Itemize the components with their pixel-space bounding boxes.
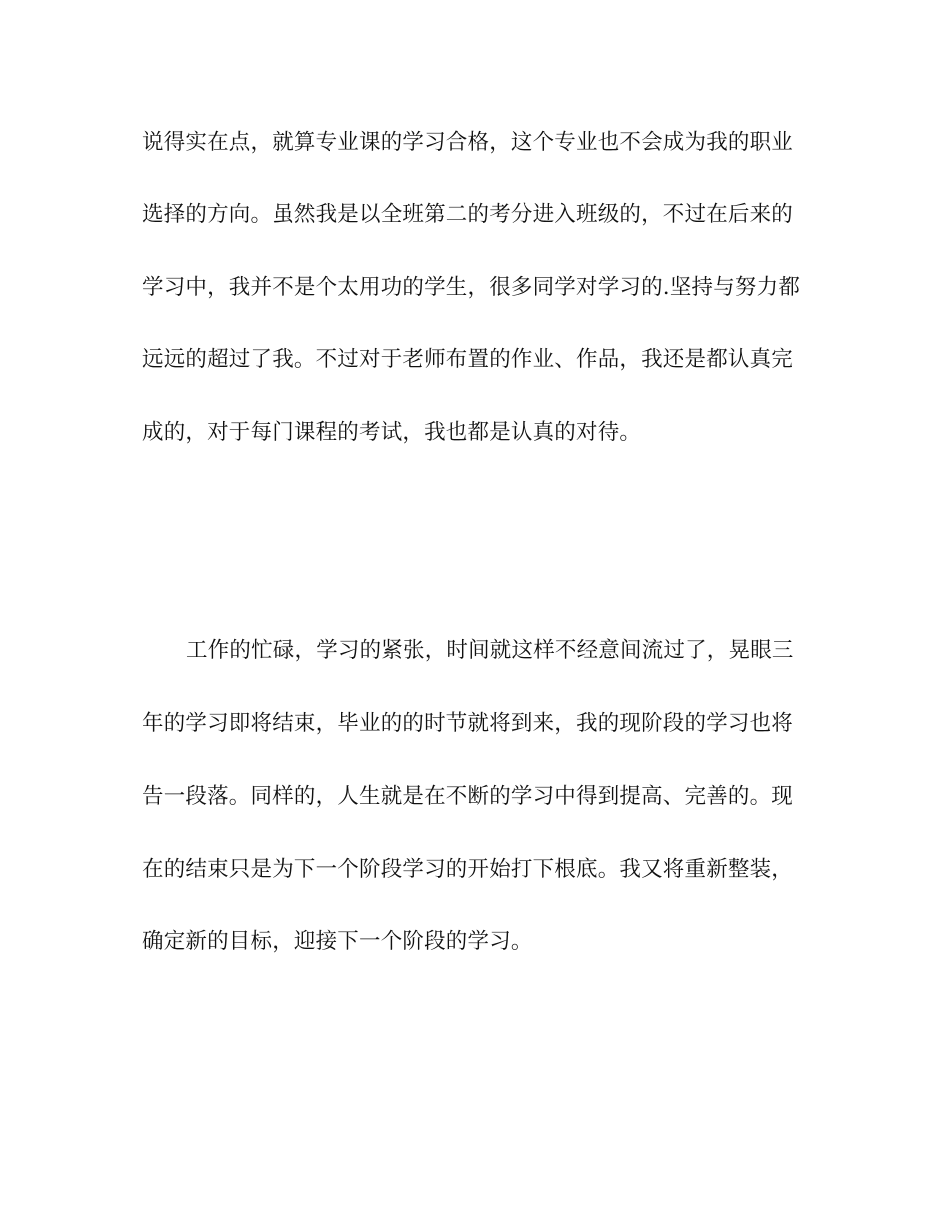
paragraph-1-line-4: 远远的超过了我。不过对于老师布置的作业、作品，我还是都认真完 [142, 347, 794, 372]
paragraph-2-line-4: 在的结束只是为下一个阶段学习的开始打下根底。我又将重新整装， [142, 857, 794, 882]
paragraph-2-line-5: 确定新的目标，迎接下一个阶段的学习。 [142, 929, 533, 954]
paragraph-2-line-3: 告一段落。同样的，人生就是在不断的学习中得到提高、完善的。现 [142, 784, 794, 809]
paragraph-2-line-2: 年的学习即将结束，毕业的的时节就将到来，我的现阶段的学习也将 [142, 711, 794, 736]
paragraph-1-line-2: 选择的方向。虽然我是以全班第二的考分进入班级的，不过在后来的 [142, 202, 794, 227]
paragraph-1-line-3: 学习中，我并不是个太用功的学生，很多同学对学习的.坚持与努力都 [142, 275, 801, 300]
paragraph-2-line-1: 工作的忙碌，学习的紧张，时间就这样不经意间流过了，晃眼三 [186, 638, 794, 663]
paragraph-1-line-5: 成的，对于每门课程的考试，我也都是认真的对待。 [142, 420, 642, 445]
paragraph-1-line-1: 说得实在点，就算专业课的学习合格，这个专业也不会成为我的职业 [142, 130, 794, 155]
